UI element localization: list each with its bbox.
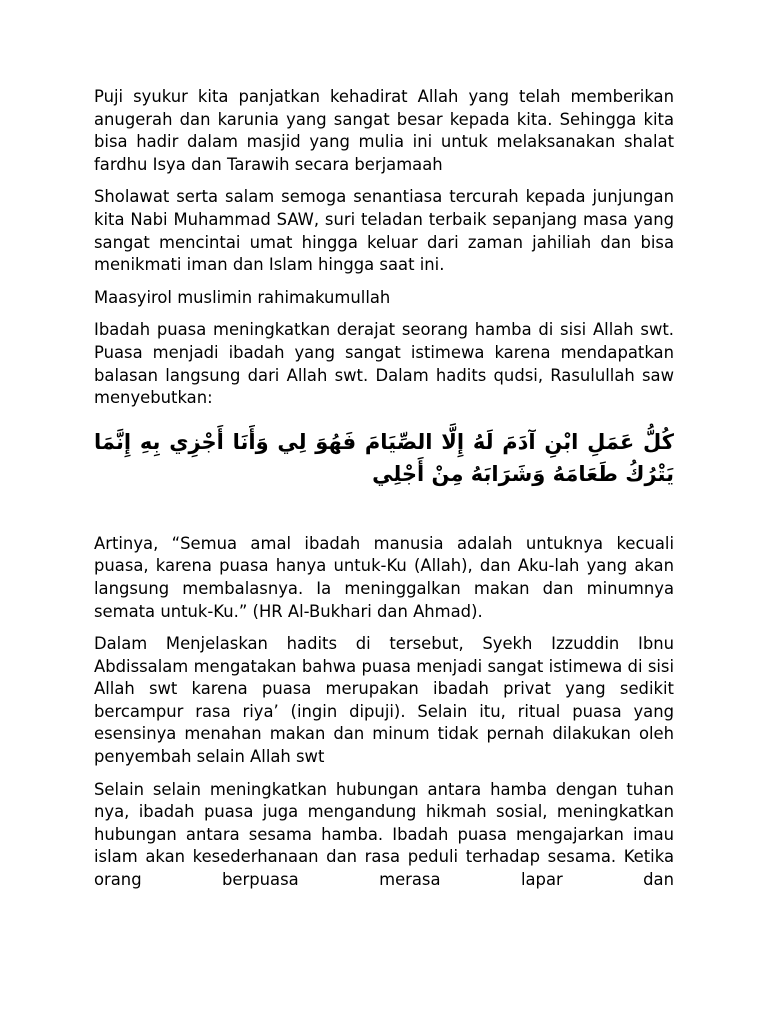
paragraph-fasting-intro: Ibadah puasa meningkatkan derajat seorang hamba di sisi Allah swt. Puasa menjadi ibadah yang sangat istimewa karena mendapatkan balasan langsung dari Allah swt. Dalam hadits qudsi, Rasulullah saw menyebutkan: xyxy=(94,320,674,408)
paragraph-sholawat: Sholawat serta salam semoga senantiasa tercurah kepada junjungan kita Nabi Muhammad SAW, suri teladan terbaik sepanjang masa yang sangat mencintai umat hingga keluar dari zaman jahiliah dan bisa menikmati iman dan Islam hingga saat ini. xyxy=(94,187,674,275)
paragraph-salutation: Maasyirol muslimin rahimakumullah xyxy=(94,287,391,307)
paragraph-translation: Artinya, “Semua amal ibadah manusia adalah untuknya kecuali puasa, karena puasa hanya untuk-Ku (Allah), dan Aku-lah yang akan langsung membalasnya. Ia meninggalkan makan dan minumnya semata untuk-Ku.” (HR Al-Bukhari dan Ahmad). xyxy=(94,533,674,621)
document-page xyxy=(94,86,674,902)
paragraph-social-wisdom: Selain selain meningkatkan hubungan antara hamba dengan tuhan nya, ibadah puasa juga mengandung hikmah sosial, meningkatkan hubungan antara sesama hamba. Ibadah puasa mengajarkan imau islam akan kesederhanaan dan rasa peduli terhadap sesama. Ketika orang berpuasa merasa lapar dan xyxy=(94,779,674,890)
paragraph-opening-praise: Puji syukur kita panjatkan kehadirat Allah yang telah memberikan anugerah dan karunia yang sangat besar kepada kita. Sehingga kita bisa hadir dalam masjid yang mulia ini untuk melaksanakan shalat fardhu Isya dan Tarawih secara berjamaah xyxy=(94,87,674,174)
arabic-hadith-text: كُلُّ عَمَلِ ابْنِ آدَمَ لَهُ إِلَّا الصِّيَامَ فَهُوَ لِي وَأَنَا أَجْزِي بِهِ إِنَّمَا يَتْرُكُ طَعَامَهُ وَشَرَابَهُ مِنْ أَجْلِي xyxy=(94,429,674,486)
paragraph-explanation: Dalam Menjelaskan hadits di tersebut, Syekh Izzuddin Ibnu Abdissalam mengatakan bahwa puasa menjadi sangat istimewa di sisi Allah swt karena puasa merupakan ibadah privat yang sedikit bercampur rasa riya’ (ingin dipuji). Selain itu, ritual puasa yang esensinya menahan makan dan minum tidak pernah dilakukan oleh penyembah selain Allah swt xyxy=(94,634,674,767)
